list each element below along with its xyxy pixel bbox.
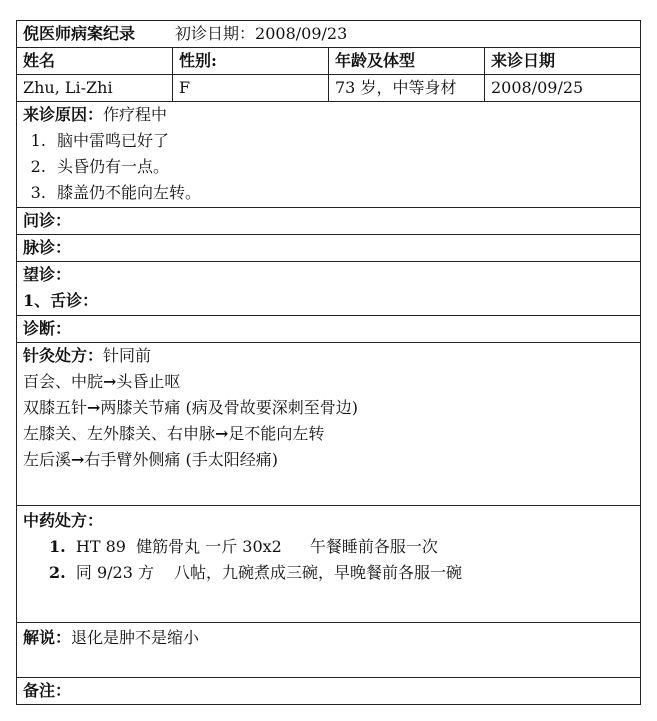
info-value-row: [17, 75, 641, 102]
medical-record-table: [16, 20, 641, 705]
acupoint-effect: 足不能向左转: [228, 424, 325, 443]
arrow-icon: →: [87, 398, 101, 417]
pulse-label: 脉诊：: [17, 235, 641, 262]
visit-date-label: 来诊日期: [485, 48, 641, 75]
reason-value: 作疗程中: [103, 105, 168, 124]
reason-label: 来诊原因：: [23, 105, 104, 124]
medical-record-sheet: [16, 20, 640, 705]
acupoint-effect: 两膝关节痛 (病及骨故要深刺至骨边): [100, 398, 358, 417]
explanation-value: 退化是肿不是缩小: [71, 628, 200, 647]
acupuncture-line: [23, 447, 634, 473]
herbal-row: [17, 506, 641, 623]
diagnosis-label: 诊断：: [17, 316, 641, 343]
acupoints: 百会、中脘: [23, 372, 104, 391]
acupuncture-line: [23, 369, 634, 395]
observation-row: [17, 262, 641, 316]
acupuncture-cell: [17, 343, 641, 506]
tongue-label: 1、舌诊：: [23, 291, 99, 310]
explanation-row: [17, 623, 641, 678]
acupoint-effect: 头昏止呕: [116, 372, 181, 391]
first-visit-date: 2008/09/23: [255, 24, 348, 43]
inquiry-label: 问诊：: [17, 208, 641, 235]
explanation-cell: [17, 623, 641, 678]
observation-cell: [17, 262, 641, 316]
observation-label: 望诊：: [23, 265, 72, 284]
acupoint-effect: 右手臂外侧痛 (手太阳经痛): [84, 450, 278, 469]
acupuncture-line: [23, 421, 634, 447]
first-visit-label: 初诊日期：: [175, 24, 256, 43]
info-label-row: [17, 48, 641, 75]
explanation-label: 解说：: [23, 628, 72, 647]
herbal-label: 中药处方：: [23, 511, 104, 530]
acupoints: 左膝关、左外膝关、右申脉: [23, 424, 216, 443]
diagnosis-row: [17, 316, 641, 343]
name-label: 姓名: [17, 48, 173, 75]
herbal-item-desc: 健筋骨丸 一斤 30x2: [136, 537, 282, 556]
herbal-cell: [17, 506, 641, 623]
header-cell: [17, 21, 641, 48]
herbal-item-name: 同 9/23 方: [75, 563, 154, 582]
arrow-icon: →: [215, 424, 229, 443]
reason-cell: [17, 102, 641, 208]
herbal-item-number: 2.: [49, 563, 66, 582]
herbal-item: [23, 534, 634, 560]
notes-label: 备注：: [17, 678, 641, 705]
herbal-item: [23, 560, 634, 586]
herbal-item-note: 午餐睡前各服一次: [309, 537, 438, 556]
age-label: 年龄及体型: [329, 48, 485, 75]
acupuncture-line: [23, 395, 634, 421]
name-value: Zhu, Li-Zhi: [17, 75, 173, 102]
visit-date-value: 2008/09/25: [485, 75, 641, 102]
notes-row: [17, 678, 641, 705]
reason-item: 3. 膝盖仍不能向左转。: [51, 180, 634, 206]
reason-item: 2. 头昏仍有一点。: [51, 154, 634, 180]
acupuncture-value: 针同前: [103, 346, 152, 365]
inquiry-row: [17, 208, 641, 235]
reason-list: [23, 128, 634, 206]
record-title: 倪医师病案纪录: [23, 24, 136, 43]
gender-label: 性别:: [173, 48, 329, 75]
herbal-item-name: HT 89: [75, 537, 126, 556]
herbal-item-desc: 八帖，九碗煮成三碗，早晚餐前各服一碗: [173, 563, 462, 582]
reason-item: 1. 脑中雷鸣已好了: [51, 128, 634, 154]
acupuncture-label: 针灸处方：: [23, 346, 104, 365]
gender-value: F: [173, 75, 329, 102]
header-row: [17, 21, 641, 48]
acupoints: 左后溪: [23, 450, 72, 469]
reason-row: [17, 102, 641, 208]
arrow-icon: →: [71, 450, 85, 469]
arrow-icon: →: [103, 372, 117, 391]
pulse-row: [17, 235, 641, 262]
acupuncture-row: [17, 343, 641, 506]
age-value: 73 岁，中等身材: [329, 75, 485, 102]
herbal-item-number: 1.: [49, 537, 66, 556]
acupoints: 双膝五针: [23, 398, 88, 417]
